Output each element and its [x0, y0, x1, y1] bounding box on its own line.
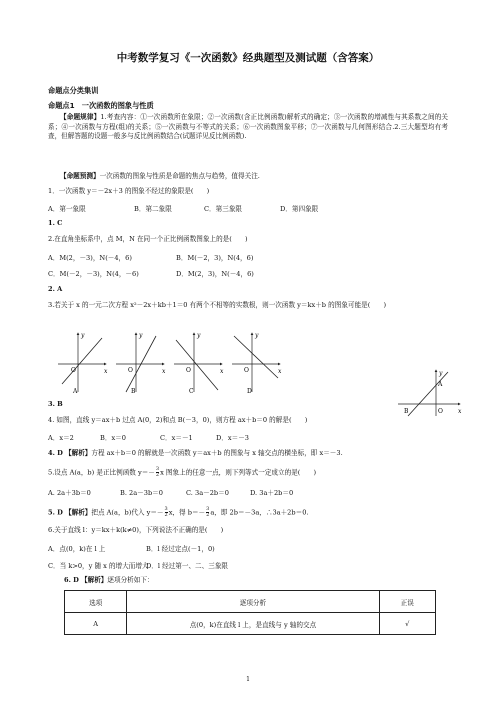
graph-a-label: A: [73, 388, 78, 395]
q2-answer: 2. A: [48, 285, 63, 293]
q5-answer-frac1-num: 3: [164, 506, 168, 512]
q5-stem-post: x 图象上的任意一点，则下列等式一定成立的是( ): [160, 468, 317, 477]
q1-option-c: C．第三象限: [204, 205, 243, 213]
graph-d-origin: O: [244, 367, 249, 374]
graph-b-origin: O: [128, 367, 133, 374]
rule-text: 1.考查内容：①一次函数所在象限；②一次函数(含正比例函数)解析式的确定；③一次函数的增减性与其系数之间的关系；④一次函数与方程(组)的关系；⑤一次函数与不等式的关系；⑥一次函数图象平移；⑦一次函数与几何图形结合.2.三大题型均有考查，但解答题的设题一般多与反比例函数结合(试题详见反比例函数).: [48, 113, 449, 140]
q4-x-axis: x: [458, 408, 462, 415]
table-header-row: [65, 591, 436, 613]
q6-answer: [64, 576, 154, 584]
graph-b: [116, 332, 166, 392]
graph-d-x: x: [278, 368, 282, 375]
graph-a: [58, 332, 108, 392]
q4-y-axis: y: [439, 370, 443, 377]
q4-origin: O: [438, 408, 443, 415]
q3-graphs: [56, 330, 296, 396]
q4-option-b: B．x＝0: [100, 434, 126, 442]
q5-frac-den: 2: [155, 472, 160, 478]
graph-a-x: x: [104, 368, 108, 375]
q1-option-d: D．第四象限: [280, 205, 319, 213]
graph-b-label: B: [131, 388, 136, 395]
q4-option-d: D．x＝－3: [216, 434, 249, 442]
table-cell-analysis: 点(0，k)在直线 l 上，是直线与 y 轴的交点: [127, 613, 379, 635]
page-number: 1: [246, 676, 250, 683]
q4-option-a: A．x＝2: [48, 434, 74, 442]
q4-answer: [48, 449, 343, 457]
q4-option-c: C．x＝－1: [160, 434, 193, 442]
graph-a-y: y: [81, 332, 85, 339]
graph-b-x: x: [162, 368, 166, 375]
q5-answer-mid: x，得 b＝－: [168, 508, 206, 517]
q1-option-a: A．第一象限: [48, 205, 86, 213]
graph-c: [174, 332, 224, 392]
table-cell-option: A: [65, 613, 127, 635]
q5-option-d: D. 3a＋2b＝0: [250, 489, 294, 497]
q4-point-a: A: [438, 381, 443, 388]
q6-option-c: C．当 k>0，y 随 x 的增大而增大: [48, 562, 149, 570]
q5-answer-frac1-den: 2: [164, 512, 168, 518]
graph-c-origin: O: [186, 367, 191, 374]
q4-answer-label: 4. D: [48, 449, 63, 457]
rule-label: 【命题规律】: [60, 113, 101, 121]
rule-paragraph: [48, 113, 448, 142]
q6-answer-tag: 【解析】: [81, 576, 108, 584]
q5-answer-pre: 把点 A(a，b)代入 y＝－: [91, 508, 164, 517]
q2-option-b: B．M(－2，3)，N(4，6): [176, 254, 254, 262]
q5-answer-label: 5. D: [48, 508, 63, 517]
q5-answer-frac2-den: 2: [206, 512, 210, 518]
q4-point-b: B: [404, 408, 409, 415]
q5-answer-tag: 【解析】: [65, 508, 92, 517]
q5-option-c: C. 3a－2b＝0: [186, 489, 229, 497]
q4-answer-tag: 【解析】: [65, 449, 92, 457]
q1-stem: 1．一次函数 y＝－2x＋3 的图象不经过的象限是( ): [48, 187, 210, 195]
graph-a-origin: O: [71, 367, 76, 374]
q6-option-d: D．l 经过第一、二、三象限: [146, 562, 229, 570]
q6-stem: 6.关于直线 l：y＝kx＋k(k≠0)，下列说法不正确的是( ): [48, 526, 224, 534]
q2-option-d: D．M(2，3)，N(－4，6): [176, 270, 254, 278]
q1-option-b: B．第二象限: [134, 205, 172, 213]
q5-frac-num: 3: [155, 466, 160, 472]
q5-option-b: B. 2a－3b＝0: [120, 489, 163, 497]
q5-answer-frac2-num: 3: [206, 506, 210, 512]
page-title: 中考数学复习《一次函数》经典题型及测试题（含答案）: [116, 52, 380, 64]
graph-c-y: y: [197, 332, 201, 339]
table-header-analysis: 逐项分析: [127, 591, 379, 613]
q2-option-a: A．M(2，－3)，N(－4，6): [48, 254, 132, 262]
q5-answer: [48, 507, 308, 518]
analysis-table: [64, 590, 436, 635]
graph-d: [232, 332, 282, 392]
graph-b-y: y: [139, 332, 143, 339]
q5-stem-pre: 5.设点 A(a，b) 是正比例函数 y＝－: [48, 468, 155, 477]
forecast-text: 一次函数的图象与性质是命题的焦点与趋势，值得关注.: [99, 172, 260, 180]
forecast-label: 【命题预测】: [60, 172, 100, 180]
q6-answer-label: 6. D: [64, 576, 79, 584]
forecast-paragraph: [48, 172, 448, 182]
table-header-option: 选项: [65, 591, 127, 613]
q6-option-b: B．l 经过定点(－1，0): [146, 545, 215, 553]
table-row: [65, 613, 436, 635]
table-cell-result: √: [379, 613, 435, 635]
topic-heading: 命题点1 一次函数的图象与性质: [48, 101, 154, 110]
q6-option-a: A．点(0，k)在 l 上: [48, 545, 106, 553]
q4-stem: 4. 如图，直线 y＝ax＋b 过点 A(0，2)和点 B(－3，0)，则方程 ax＋b＝0 的解是( ): [48, 416, 308, 424]
q2-stem: 2.在直角坐标系中，点 M，N 在同一个正比例函数图象上的是( ): [48, 235, 248, 243]
q5-answer-post: a，即 2b＝－3a，∴3a＋2b＝0.: [210, 508, 309, 517]
graph-d-y: y: [255, 332, 259, 339]
q3-stem: 3.若关于 x 的一元二次方程 x²－2x＋kb＋1＝0 有两个不相等的实数根，则一次函数 y＝kx＋b 的图象可能是( ): [48, 301, 387, 309]
q4-answer-text: 方程 ax＋b＝0 的解就是一次函数 y＝ax＋b 的图象与 x 轴交点的横坐标，即 x＝－3.: [91, 449, 343, 457]
q6-answer-text: 逐项分析如下：: [107, 576, 154, 584]
q5-option-a: A. 2a＋3b＝0: [48, 489, 91, 497]
q5-stem: [48, 467, 316, 478]
table-header-result: 正误: [379, 591, 435, 613]
q1-answer: 1. C: [48, 219, 63, 227]
q3-answer: 3. B: [48, 400, 63, 408]
graph-d-label: D: [247, 388, 252, 395]
graph-c-x: x: [220, 368, 224, 375]
section-heading: 命题点分类集训: [48, 86, 99, 95]
q2-option-c: C．M(－2，－3)，N(4，－6): [48, 270, 139, 278]
q4-figure: [396, 368, 464, 418]
graph-c-label: C: [189, 388, 194, 395]
